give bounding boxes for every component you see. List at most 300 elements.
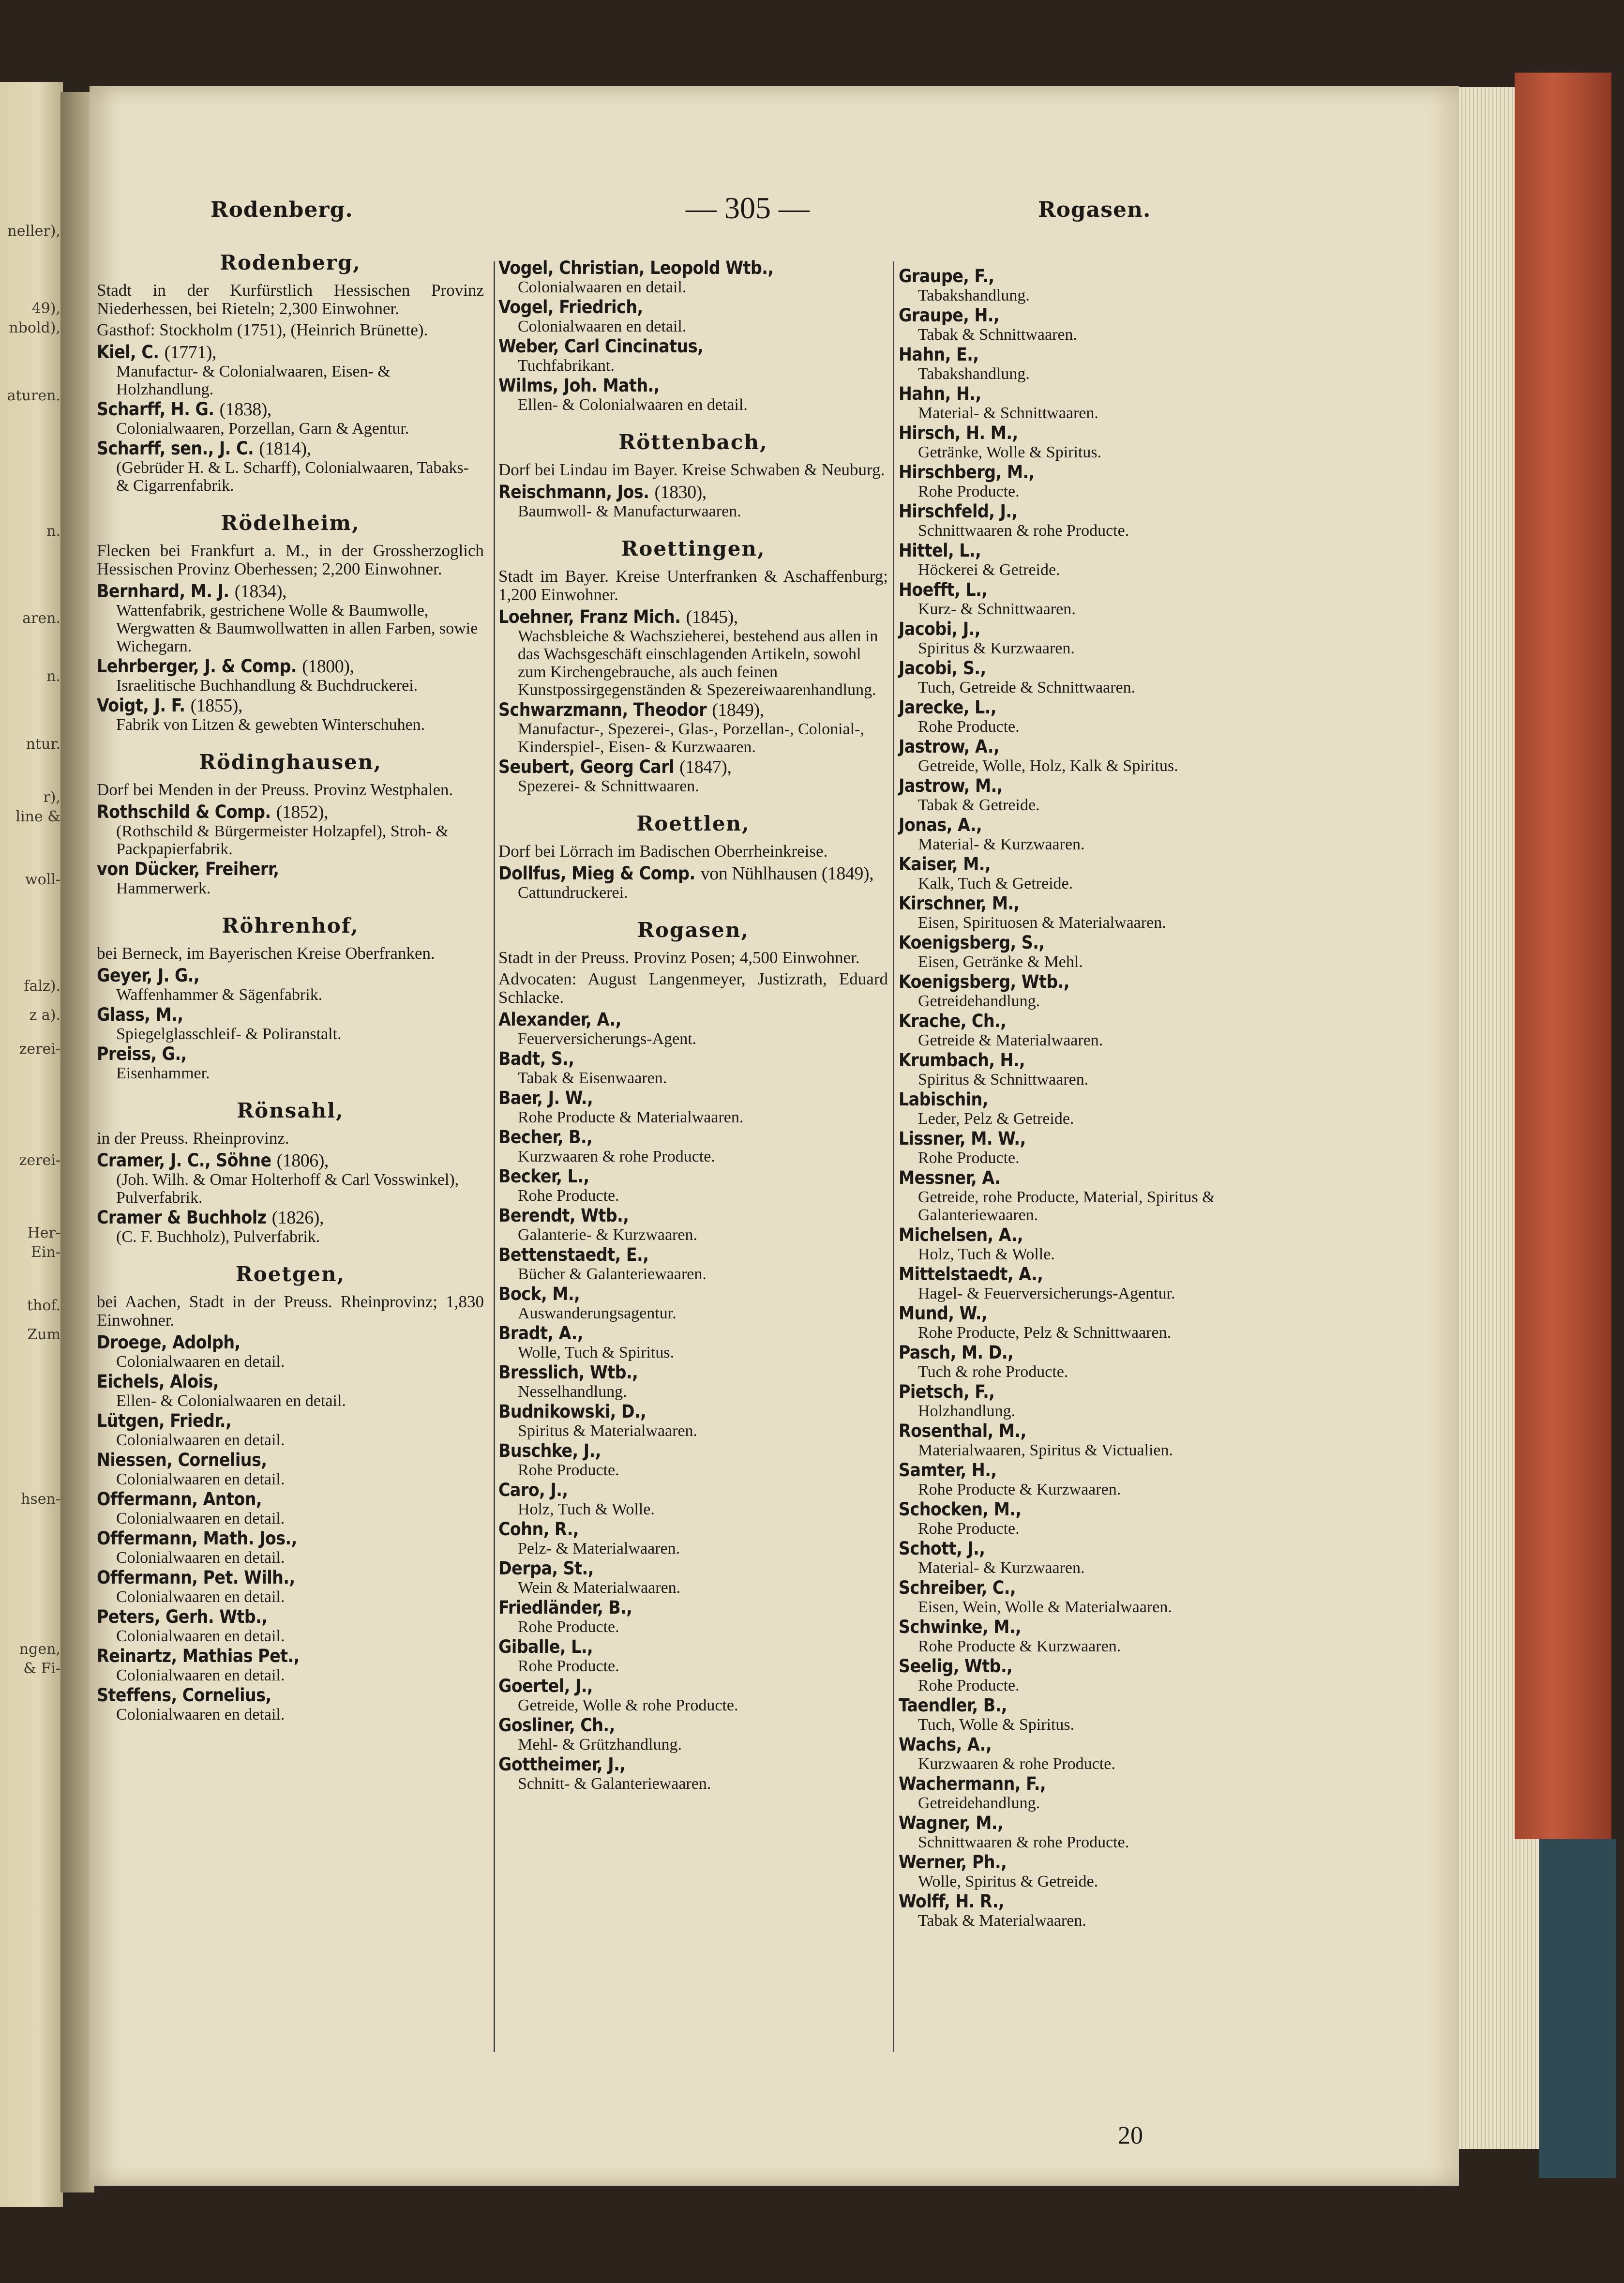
directory-entry [899, 972, 1298, 1010]
signature-mark: 20 [1118, 2122, 1143, 2149]
entry-name: Koenigsberg, Wtb., [899, 971, 1070, 992]
entry-name-line [97, 438, 484, 459]
entry-detail: Rohe Producte. [918, 1520, 1020, 1538]
entry-detail: Colonialwaaren en detail. [116, 1510, 285, 1527]
directory-entry [899, 423, 1298, 461]
entry-detail: Feuerversicherungs-Agent. [518, 1030, 697, 1048]
entry-name-line [498, 1676, 888, 1696]
directory-entry [899, 1852, 1298, 1890]
entry-name: Scharff, H. G. [97, 399, 214, 420]
entry-name: Niessen, Cornelius, [97, 1450, 267, 1470]
entry-detail: Rohe Producte. [518, 1618, 619, 1636]
entry-name-line [97, 1044, 484, 1064]
directory-entry [899, 1578, 1298, 1616]
entry-name-line [498, 1088, 888, 1108]
entry-name: Mund, W., [899, 1303, 988, 1324]
entry-detail: (Joh. Wilh. & Omar Holterhoff & Carl Vosswinkel), Pulverfabrik. [116, 1171, 459, 1207]
directory-entry [97, 1568, 484, 1606]
entry-name-line [97, 1450, 484, 1470]
entry-name: Vogel, Friedrich, [498, 297, 643, 318]
directory-entry [498, 1010, 888, 1048]
entry-detail: Spiegelglasschleif- & Poliranstalt. [116, 1025, 342, 1043]
directory-entry [899, 266, 1298, 304]
entry-name-line [498, 376, 888, 396]
directory-entry [899, 658, 1298, 696]
entry-name-line [498, 1245, 888, 1265]
left-page-text-fragment: zerei- [19, 1152, 60, 1169]
directory-entry [498, 1637, 888, 1675]
directory-entry [899, 1499, 1298, 1538]
entry-name-line [899, 1225, 1298, 1245]
entry-name: Gosliner, Ch., [498, 1715, 615, 1736]
entry-name-line [899, 1695, 1298, 1716]
entry-founding-year: (1845), [686, 607, 738, 627]
left-page-text-fragment: thof. [27, 1297, 60, 1314]
entry-detail: Israelitische Buchhandlung & Buchdruckerei. [116, 677, 418, 695]
entry-name-line [899, 1421, 1298, 1441]
entry-name: Wachs, A., [899, 1734, 992, 1755]
entry-detail: (Gebrüder H. & L. Scharff), Colonialwaaren, Tabaks- & Cigarrenfabrik. [116, 459, 469, 495]
book-cover-red [1515, 73, 1611, 1839]
entry-name-line [498, 1480, 888, 1500]
directory-entry [899, 1168, 1298, 1224]
entry-detail: Colonialwaaren en detail. [518, 318, 687, 335]
entry-name-line [97, 1607, 484, 1627]
entry-name-line [498, 1284, 888, 1304]
entry-name: Cohn, R., [498, 1519, 579, 1540]
entry-name-line [899, 1539, 1298, 1559]
entry-detail: Rohe Producte & Materialwaaren. [518, 1108, 744, 1126]
entry-name-line [97, 1150, 484, 1171]
entry-detail: Rohe Producte. [918, 483, 1020, 500]
directory-entry [97, 399, 484, 438]
entry-detail: Getreide, Wolle, Holz, Kalk & Spiritus. [918, 757, 1178, 775]
entry-detail: Nesselhandlung. [518, 1383, 627, 1401]
entry-name: Wilms, Joh. Math., [498, 375, 660, 396]
left-page-text-fragment: r), [43, 789, 60, 806]
directory-entry [97, 966, 484, 1004]
entry-name: Voigt, J. F. [97, 695, 185, 716]
entry-name: Budnikowski, D., [498, 1401, 647, 1422]
entry-name: Kaiser, M., [899, 854, 991, 875]
entry-name: Rothschild & Comp. [97, 801, 271, 822]
entry-name: Steffens, Cornelius, [97, 1685, 271, 1706]
directory-entry [899, 580, 1298, 618]
entry-name-line [899, 580, 1298, 600]
entry-founding-year: von Nühlhausen (1849), [700, 863, 874, 884]
entry-name: Eichels, Alois, [97, 1371, 219, 1392]
entry-name: Schreiber, C., [899, 1577, 1016, 1598]
entry-name: Droege, Adolph, [97, 1332, 241, 1353]
directory-page [90, 86, 1459, 2186]
entry-name: Wachermann, F., [899, 1773, 1046, 1794]
entry-name-line [899, 1813, 1298, 1833]
left-page-text-fragment: neller), [7, 223, 60, 240]
entry-name: Koenigsberg, S., [899, 932, 1045, 953]
entry-name-line [899, 1050, 1298, 1071]
entry-name: Seubert, Georg Carl [498, 756, 675, 777]
directory-entry [899, 1891, 1298, 1930]
entry-name-line [97, 859, 484, 879]
entry-detail: Rohe Producte. [918, 718, 1020, 736]
entry-detail: Material- & Kurzwaaren. [918, 835, 1085, 853]
entry-detail: Wattenfabrik, gestrichene Wolle & Baumwolle, Wergwatten & Baumwollwatten in allen Farben, sowie Wichegarn. [116, 602, 478, 655]
entry-detail: Rohe Producte & Kurzwaaren. [918, 1637, 1121, 1655]
entry-name-line [899, 776, 1298, 796]
entry-name-line [498, 1441, 888, 1461]
entry-name: Peters, Gerh. Wtb., [97, 1606, 268, 1627]
entry-detail: Wein & Materialwaaren. [518, 1579, 681, 1597]
entry-name-line [899, 737, 1298, 757]
directory-entry [498, 1127, 888, 1165]
entry-name: Geyer, J. G., [97, 965, 200, 986]
entry-name-line [899, 1168, 1298, 1188]
directory-entry [97, 802, 484, 858]
entry-detail: Manufactur- & Colonialwaaren, Eisen- & Holzhandlung. [116, 363, 391, 398]
entry-name-line [97, 1528, 484, 1549]
directory-entry [498, 1715, 888, 1754]
running-head-left: Rodenberg. [211, 197, 353, 222]
entry-name: Messner, A. [899, 1167, 1001, 1188]
entry-founding-year: (1771), [164, 342, 216, 363]
entry-detail: Leder, Pelz & Getreide. [918, 1110, 1074, 1128]
entry-detail: Eisen, Wein, Wolle & Materialwaaren. [918, 1598, 1172, 1616]
entry-name: Seelig, Wtb., [899, 1656, 1013, 1677]
entry-founding-year: (1814), [259, 438, 311, 459]
column-rule-2 [893, 261, 894, 2052]
entry-name-line [899, 815, 1298, 835]
left-page-text-fragment: ngen, [19, 1641, 60, 1658]
directory-entry [899, 1011, 1298, 1049]
entry-name: Michelsen, A., [899, 1225, 1023, 1245]
place-heading: Roetgen, [235, 1262, 346, 1286]
entry-name: Jarecke, L., [899, 697, 997, 718]
entry-name: Preiss, G., [97, 1043, 187, 1064]
entry-name: Baer, J. W., [498, 1088, 593, 1108]
entry-name-line [97, 399, 484, 420]
directory-entry [97, 1528, 484, 1567]
entry-name-line [899, 697, 1298, 718]
entry-name-line [899, 1460, 1298, 1481]
directory-entry [498, 482, 888, 520]
entry-detail: Wolle, Spiritus & Getreide. [918, 1873, 1098, 1890]
running-head-right: Rogasen. [1038, 197, 1151, 222]
entry-name: Badt, S., [498, 1048, 574, 1069]
entry-name-line [899, 1891, 1298, 1912]
directory-entry [498, 1676, 888, 1714]
entry-name: Graupe, F., [899, 266, 994, 287]
directory-entry [899, 1382, 1298, 1420]
left-page-text-fragment: aren. [22, 610, 60, 627]
place-heading: Rogasen, [637, 918, 750, 942]
directory-entry [97, 1150, 484, 1207]
left-page-text-fragment: line & [15, 808, 60, 825]
entry-detail: Holz, Tuch & Wolle. [518, 1500, 655, 1518]
entry-founding-year: (1800), [302, 656, 354, 677]
entry-name: Lütgen, Friedr., [97, 1410, 232, 1431]
entry-name-line [899, 658, 1298, 679]
directory-entry [899, 619, 1298, 657]
directory-entry [899, 1129, 1298, 1167]
directory-entry [899, 1656, 1298, 1694]
entry-name-line [899, 1129, 1298, 1149]
directory-entry [97, 1044, 484, 1082]
left-page-text-fragment: Zum [27, 1326, 60, 1343]
entry-founding-year: (1834), [234, 581, 287, 602]
entry-founding-year: (1852), [276, 802, 329, 822]
entry-name: Schwinke, M., [899, 1617, 1022, 1637]
directory-entry [97, 1208, 484, 1246]
entry-name-line [498, 700, 888, 720]
entry-detail: Colonialwaaren en detail. [116, 1627, 285, 1645]
entry-name-line [899, 462, 1298, 483]
place-description: Flecken bei Frankfurt a. M., in der Grossherzoglich Hessischen Provinz Oberhessen; 2,200 Einwohner. [97, 541, 484, 578]
directory-entry [899, 1303, 1298, 1342]
directory-entry [899, 1813, 1298, 1851]
entry-name: Loehner, Franz Mich. [498, 606, 681, 627]
entry-name: Kirschner, M., [899, 893, 1020, 914]
directory-entry [498, 336, 888, 375]
entry-detail: Ellen- & Colonialwaaren en detail. [116, 1392, 346, 1410]
entry-detail: Auswanderungsagentur. [518, 1304, 677, 1322]
entry-name-line [899, 501, 1298, 522]
entry-name-line [899, 1852, 1298, 1873]
entry-name-line [498, 336, 888, 357]
directory-entry [899, 305, 1298, 344]
directory-entry [899, 1617, 1298, 1655]
directory-entry [97, 1372, 484, 1410]
entry-name: Jastrow, M., [899, 775, 1003, 796]
entry-name-line [498, 482, 888, 502]
entry-detail: Tabak & Getreide. [918, 796, 1040, 814]
entry-name: Pietsch, F., [899, 1381, 995, 1402]
entry-name-line [899, 972, 1298, 992]
entry-detail: Colonialwaaren en detail. [116, 1706, 285, 1724]
entry-detail: Ellen- & Colonialwaaren en detail. [518, 396, 748, 414]
entry-name-line [498, 1754, 888, 1775]
entry-name: Caro, J., [498, 1480, 568, 1500]
entry-name: Kiel, C. [97, 342, 159, 363]
entry-name-line [899, 1735, 1298, 1755]
entry-name-line [498, 1362, 888, 1383]
entry-name: Scharff, sen., J. C. [97, 438, 254, 459]
left-page-text-fragment: z a). [29, 1007, 60, 1024]
entry-detail: Colonialwaaren en detail. [116, 1353, 285, 1371]
entry-name-line [899, 1089, 1298, 1110]
directory-entry [899, 697, 1298, 736]
entry-name: Jacobi, S., [899, 658, 986, 679]
book-cover-dark [1539, 1839, 1616, 2178]
directory-entry [498, 297, 888, 335]
entry-detail: Getreide, Wolle & rohe Producte. [518, 1696, 738, 1714]
left-page-text-fragment: ntur. [26, 736, 60, 753]
entry-name: Buschke, J., [498, 1440, 601, 1461]
entry-name: Schwarzmann, Theodor [498, 699, 707, 720]
place-description: in der Preuss. Rheinprovinz. [97, 1129, 289, 1148]
entry-name: Offermann, Anton, [97, 1489, 262, 1510]
entry-name-line [899, 1264, 1298, 1285]
entry-name-line [97, 1208, 484, 1228]
entry-detail: Getreidehandlung. [918, 1794, 1040, 1812]
entry-detail: Kurz- & Schnittwaaren. [918, 600, 1076, 618]
directory-entry [97, 581, 484, 655]
directory-entry [498, 1598, 888, 1636]
entry-name: Gottheimer, J., [498, 1754, 626, 1775]
entry-name-line [899, 1774, 1298, 1794]
directory-entry [498, 757, 888, 795]
entry-name-line [97, 1568, 484, 1588]
entry-detail: Colonialwaaren, Porzellan, Garn & Agentur. [116, 420, 409, 438]
entry-name: Hahn, E., [899, 344, 979, 365]
entry-detail: Eisen, Spirituosen & Materialwaaren. [918, 914, 1166, 932]
entry-detail: Wolle, Tuch & Spiritus. [518, 1344, 675, 1361]
directory-entry [899, 893, 1298, 932]
directory-entry [498, 1323, 888, 1361]
left-page-text-fragment: n. [46, 668, 60, 685]
page-number: — 305 — [686, 191, 810, 225]
entry-detail: Bücher & Galanteriewaaren. [518, 1265, 707, 1283]
entry-detail: Tuch, Wolle & Spiritus. [918, 1716, 1075, 1734]
entry-name-line [899, 345, 1298, 365]
entry-name: Lehrberger, J. & Comp. [97, 656, 297, 677]
entry-name: Lissner, M. W., [899, 1128, 1026, 1149]
entry-name-line [899, 384, 1298, 404]
directory-entry [97, 656, 484, 695]
entry-name-line [97, 1332, 484, 1353]
entry-name-line [498, 1010, 888, 1030]
entry-name-line [899, 305, 1298, 326]
entry-name: Glass, M., [97, 1004, 183, 1025]
entry-name: Bradt, A., [498, 1323, 583, 1344]
entry-name: Offermann, Pet. Wilh., [97, 1567, 295, 1588]
directory-entry [97, 1450, 484, 1488]
directory-entry [498, 607, 888, 699]
directory-entry [899, 737, 1298, 775]
directory-entry [498, 1206, 888, 1244]
entry-founding-year: (1838), [219, 399, 271, 420]
entry-name: Bettenstaedt, E., [498, 1244, 649, 1265]
entry-name-line [97, 802, 484, 822]
directory-entry [97, 1607, 484, 1645]
column-3 [899, 266, 1298, 1931]
entry-name: Dollfus, Mieg & Comp. [498, 863, 695, 884]
entry-name-line [899, 266, 1298, 287]
column-2 [498, 258, 888, 1794]
entry-detail: Tuch, Getreide & Schnittwaaren. [918, 679, 1136, 696]
entry-detail: Rohe Producte. [518, 1461, 619, 1479]
place-description: Dorf bei Menden in der Preuss. Provinz Westphalen. [97, 780, 453, 799]
entry-name: Samter, H., [899, 1460, 997, 1481]
left-page-text-fragment: 49), [31, 300, 60, 317]
entry-name: Pasch, M. D., [899, 1342, 1014, 1363]
entry-name: Hittel, L., [899, 540, 981, 561]
entry-detail: Rohe Producte. [518, 1187, 619, 1205]
place-heading: Rönsahl, [237, 1099, 344, 1122]
entry-detail: Colonialwaaren en detail. [116, 1549, 285, 1567]
entry-name-line [498, 1206, 888, 1226]
entry-detail: Schnittwaaren & rohe Producte. [918, 1833, 1129, 1851]
entry-detail: Tabak & Schnittwaaren. [918, 326, 1078, 344]
directory-entry [498, 1480, 888, 1518]
directory-entry [899, 384, 1298, 422]
entry-name: Cramer & Buchholz [97, 1207, 267, 1228]
directory-entry [899, 854, 1298, 892]
entry-name-line [498, 1049, 888, 1069]
left-page-text-fragment: zerei- [19, 1041, 60, 1058]
entry-name: Bock, M., [498, 1284, 580, 1304]
entry-detail: Waffenhammer & Sägenfabrik. [116, 986, 323, 1004]
directory-entry [498, 1362, 888, 1401]
directory-entry [498, 1049, 888, 1087]
entry-name-line [97, 1372, 484, 1392]
entry-name: Giballe, L., [498, 1636, 593, 1657]
entry-name: Werner, Ph., [899, 1852, 1007, 1873]
entry-name-line [899, 1617, 1298, 1637]
directory-entry [97, 438, 484, 495]
entry-detail: Schnitt- & Galanteriewaaren. [518, 1775, 711, 1793]
entry-name: von Dücker, Freiherr, [97, 859, 279, 879]
entry-detail: Material- & Kurzwaaren. [918, 1559, 1085, 1577]
entry-name-line [899, 1578, 1298, 1598]
entry-name: Mittelstaedt, A., [899, 1264, 1043, 1285]
entry-name-line [899, 423, 1298, 443]
directory-entry [899, 501, 1298, 540]
entry-detail: Colonialwaaren en detail. [116, 1470, 285, 1488]
place-note: Advocaten: August Langenmeyer, Justizrath, Eduard Schlacke. [498, 969, 888, 1007]
directory-entry [97, 1685, 484, 1724]
entry-name-line [97, 656, 484, 677]
entry-detail: Kurzwaaren & rohe Producte. [518, 1148, 715, 1165]
entry-name: Rosenthal, M., [899, 1421, 1026, 1441]
left-page-text-fragment: falz). [24, 978, 60, 995]
directory-entry [97, 695, 484, 734]
left-page-text-fragment: nbold), [9, 319, 60, 336]
directory-entry [498, 1088, 888, 1126]
entry-name: Graupe, H., [899, 305, 1000, 326]
directory-entry [97, 1005, 484, 1043]
entry-name: Bresslich, Wtb., [498, 1362, 638, 1383]
directory-entry [97, 859, 484, 897]
entry-name-line [899, 1382, 1298, 1402]
entry-detail: Tabak & Materialwaaren. [918, 1912, 1086, 1930]
entry-detail: Manufactur-, Spezerei-, Glas-, Porzellan-, Colonial-, Kinderspiel-, Eisen- & Kurzwaaren. [518, 720, 864, 756]
entry-detail: (C. F. Buchholz), Pulverfabrik. [116, 1228, 320, 1246]
directory-entry [498, 1519, 888, 1557]
entry-name: Weber, Carl Cincinatus, [498, 336, 704, 357]
entry-name: Hirschfeld, J., [899, 501, 1018, 522]
entry-detail: Spiritus & Kurzwaaren. [918, 639, 1075, 657]
directory-entry [498, 700, 888, 756]
entry-name: Cramer, J. C., Söhne [97, 1150, 271, 1171]
entry-detail: Kurzwaaren & rohe Producte. [918, 1755, 1115, 1773]
entry-name: Krache, Ch., [899, 1011, 1007, 1031]
entry-detail: Pelz- & Materialwaaren. [518, 1540, 680, 1557]
directory-entry [899, 462, 1298, 500]
column-1 [97, 251, 484, 1724]
entry-name-line [899, 619, 1298, 639]
entry-name: Derpa, St., [498, 1558, 594, 1579]
entry-name-line [498, 1637, 888, 1657]
entry-name: Hoefft, L., [899, 579, 988, 600]
entry-detail: Eisen, Getränke & Mehl. [918, 953, 1083, 971]
directory-entry [899, 1695, 1298, 1734]
entry-detail: Spiritus & Schnittwaaren. [918, 1071, 1089, 1089]
entry-name: Taendler, B., [899, 1695, 1007, 1716]
directory-entry [899, 1735, 1298, 1773]
entry-name-line [899, 541, 1298, 561]
entry-detail: (Rothschild & Bürgermeister Holzapfel), Stroh- & Packpapierfabrik. [116, 822, 449, 858]
entry-name-line [498, 1519, 888, 1540]
